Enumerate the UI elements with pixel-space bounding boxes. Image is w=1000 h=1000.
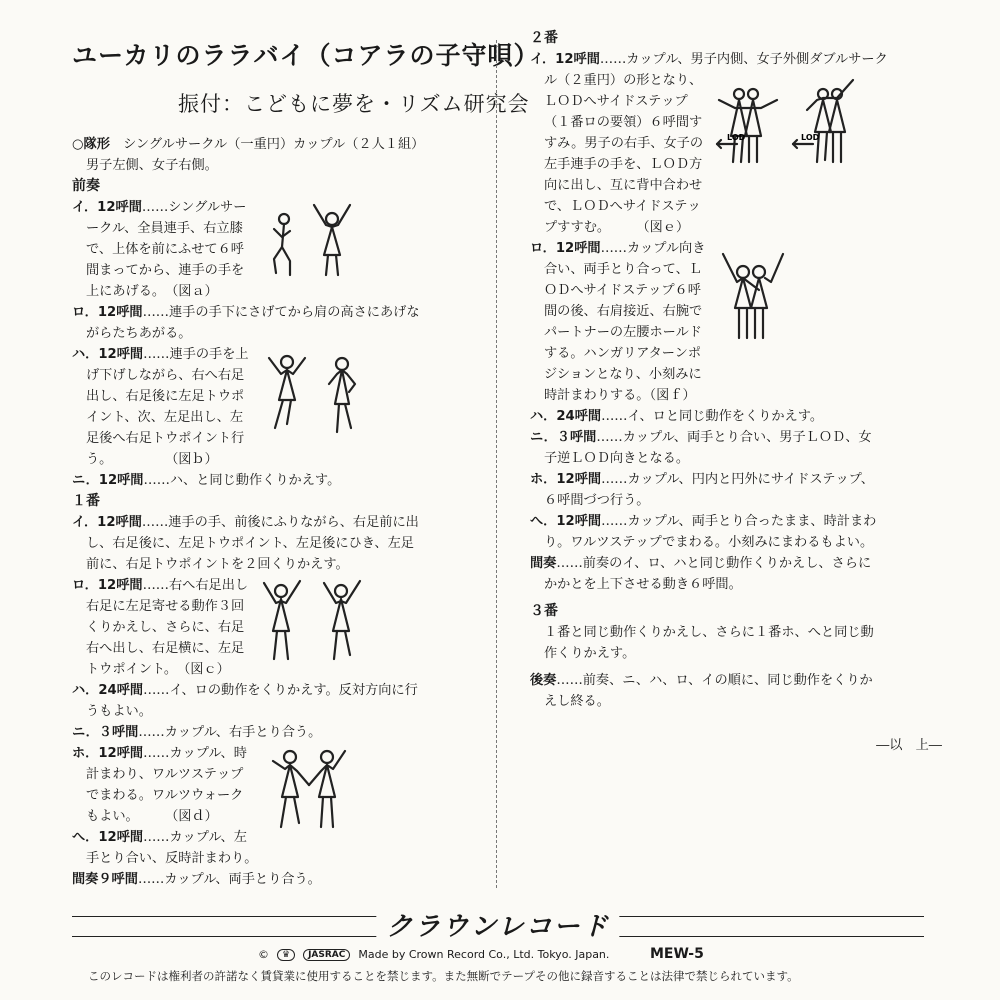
lod-label-right: LOD [801, 133, 820, 142]
prelude-ha [72, 344, 482, 470]
step-text: ……連手の手を上 [143, 347, 249, 362]
part1-heading: １番 [72, 493, 100, 509]
step-text: ……連手の手下にさげてから肩の高さにあげな [142, 305, 420, 320]
step-label: へ．12呼間 [72, 830, 144, 845]
page-title: ユーカリのララバイ（コアラの子守唄） [72, 41, 540, 70]
figure-f-illustration [713, 238, 823, 358]
step-text: 左手連手の手を、ＬＯＤ方 [544, 157, 703, 172]
step-text: １番と同じ動作くりかえし、さらに１番ホ、へと同じ動 [544, 625, 874, 640]
part1-ro [72, 575, 482, 680]
step-label: 後奏 [530, 673, 557, 688]
step-text: ……ハ、と同じ動作くりかえす。 [143, 473, 341, 488]
step-text: 間まってから、連手の手を [86, 263, 245, 278]
step-label: へ．12呼間 [530, 514, 602, 529]
copyright-notice: このレコードは権利者の許諾なく賃貸業に使用することを禁じます。また無断でテープその他に録音することは法律で禁じられています。 [88, 969, 799, 983]
step-text: う。 （図ｂ） [86, 452, 218, 467]
right-column [530, 28, 950, 753]
step-text: ル（２重円）の形となり、 [544, 73, 703, 88]
end-mark: ―以 上― [876, 738, 942, 753]
formation [72, 134, 482, 155]
step-label: ハ．24呼間 [530, 409, 602, 424]
step-text: ……カップル、両手とり合ったまま、時計まわ [601, 514, 877, 529]
step-text: 右へ出し、右足横に、左足 [86, 641, 245, 656]
step-text: 出し、右足後に左足トウポ [86, 389, 245, 404]
step-text: で、ＬＯＤへサイドステッ [544, 199, 701, 214]
column-divider [496, 40, 497, 888]
step-label: ロ．12呼間 [72, 305, 143, 320]
step-text: ……前奏、ニ、ハ、ロ、イの順に、同じ動作をくりか [556, 673, 873, 688]
step-label: ホ．12呼間 [530, 472, 602, 487]
step-label: イ．12呼間 [530, 52, 600, 67]
step-text: 足後へ右足トウポイント行 [86, 431, 245, 446]
step-text: もよい。 （図ｄ） [86, 809, 218, 824]
part2-i [530, 70, 950, 238]
copyright-symbol: © [258, 948, 269, 961]
formation-text: シングルサークル（一重円）カップル（２人１組） [123, 137, 425, 152]
step-text: ……右へ右足出し [142, 578, 249, 593]
crown-record-logo: クラウンレコード [376, 906, 619, 943]
step-text: がらたちあがる。 [86, 326, 192, 341]
step-text: 子逆ＬＯＤ向きとなる。 [544, 451, 690, 466]
step-text: 前に、右足トウポイントを２回くりかえす。 [86, 557, 349, 572]
step-text: すみ。男子の右手、女子の [544, 136, 704, 151]
left-column [72, 134, 482, 890]
step-text: し、右足後に、左足トウポイント、左足後にひき、左足 [86, 536, 414, 551]
step-text: 手とり合い、反時計まわり。 [86, 851, 258, 866]
step-text: する。ハンガリアターンポ [544, 346, 702, 361]
step-label: ロ．12呼間 [72, 578, 143, 593]
part3-heading: ３番 [530, 603, 558, 619]
step-text: ＬＯＤへサイドステップ [544, 94, 688, 109]
step-label: 間奏９呼間 [72, 872, 138, 887]
step-label: イ．12呼間 [72, 515, 142, 530]
step-text: かかとを上下させる動き６呼間。 [544, 577, 742, 592]
step-text: 作くりかえす。 [544, 646, 636, 661]
step-text: ……カップル、時 [143, 746, 247, 761]
step-label: ニ．12呼間 [72, 473, 144, 488]
figure-c-illustration [256, 575, 376, 675]
step-text: トウポイント。 （図ｃ） [86, 662, 230, 677]
step-text: えし終る。 [544, 694, 610, 709]
step-label: ハ．12呼間 [72, 347, 144, 362]
prelude-heading: 前奏 [72, 178, 100, 194]
step-text: ……カップル、両手とり合う。 [137, 872, 321, 887]
figure-b-illustration [257, 344, 377, 454]
step-text: ……カップル向き [600, 241, 706, 256]
step-text: り。ワルツステップでまわる。小刻みにまわるもよい。 [544, 535, 874, 550]
step-text: ……カップル、両手とり合い、男子ＬＯＤ、女 [596, 430, 872, 445]
step-text: ……カップル、円内と円外にサイドステップ、 [601, 472, 874, 487]
part2-ro [530, 238, 950, 406]
step-label: ロ．12呼間 [530, 241, 601, 256]
step-text: プすすむ。 （図ｅ） [544, 220, 690, 235]
part1-ho [72, 743, 482, 869]
step-text: で、上体を前にふせて６呼 [86, 242, 244, 257]
choreography-credit: 振付：こどもに夢を・リズム研究会 [178, 92, 530, 116]
step-text: （１番ロの要領）６呼間す [544, 115, 703, 130]
manufacturer-credit [258, 948, 609, 961]
step-text: ……連手の手、前後にふりながら、右足前に出 [141, 515, 419, 530]
figure-d-illustration [265, 743, 365, 843]
step-text: 間の後、右肩接近、右腕で [544, 304, 703, 319]
step-label: ホ．12呼間 [72, 746, 144, 761]
step-text: ジションとなり、小刻みに [544, 367, 702, 382]
step-text: ……イ、ロの動作をくりかえす。反対方向に行 [143, 683, 418, 698]
step-label: ニ．３呼間 [530, 430, 597, 445]
crown-record-logo-banner [72, 908, 924, 944]
step-label: ニ．３呼間 [72, 725, 139, 740]
step-text: ……カップル、左 [143, 830, 247, 845]
step-label: 間奏 [530, 556, 557, 571]
step-text: うもよい。 [86, 704, 152, 719]
figure-e-illustration [711, 70, 871, 190]
part2-heading: ２番 [530, 30, 558, 46]
step-text: 向に出し、互に背中合わせ [544, 178, 703, 193]
step-text: ……カップル、右手とり合う。 [138, 725, 322, 740]
step-label: ハ．24呼間 [72, 683, 144, 698]
step-text: パートナーの左腰ホールド [544, 325, 702, 340]
step-label: イ．12呼間 [72, 200, 142, 215]
lod-label-left: LOD [727, 133, 746, 142]
step-text: 合い、両手とり合って、Ｌ [544, 262, 702, 277]
step-text: ……前奏のイ、ロ、ハと同じ動作くりかえし、さらに [556, 556, 872, 571]
crown-mark-icon: ♛ [277, 949, 295, 961]
credit-text: Made by Crown Record Co., Ltd. Tokyo. Japan. [358, 948, 610, 961]
step-text: 上にあげる。 （図ａ） [86, 284, 218, 299]
step-text: 時計まわりする。（図ｆ） [544, 388, 696, 403]
step-text: ６呼間づつ行う。 [544, 493, 650, 508]
formation-label: ○隊形 [72, 137, 110, 152]
step-text: でまわる。ワルツウォーク [86, 788, 244, 803]
step-text: イント、次、左足出し、左 [86, 410, 244, 425]
prelude-i [72, 197, 482, 302]
step-text: 計まわり、ワルツステップ [86, 767, 244, 782]
step-text: げ下げしながら、右へ右足 [86, 368, 245, 383]
step-text: ＯＤへサイドステップ６呼 [544, 283, 701, 298]
jasrac-mark: JASRAC [303, 949, 350, 961]
step-text: 右足に左足寄せる動作３回 [86, 599, 245, 614]
step-text: ……カップル、男子内側、女子外側ダブルサーク [599, 52, 888, 67]
catalog-number: MEW-5 [650, 946, 704, 962]
step-text: ……イ、ロと同じ動作をくりかえす。 [601, 409, 824, 424]
step-text: ……シングルサー [141, 200, 247, 215]
figure-a-illustration [254, 197, 374, 287]
step-text: ークル、全員連手、右立膝 [86, 221, 243, 236]
formation-text-2: 男子左側、女子右側。 [86, 158, 218, 173]
step-text: くりかえし、さらに、右足 [86, 620, 245, 635]
